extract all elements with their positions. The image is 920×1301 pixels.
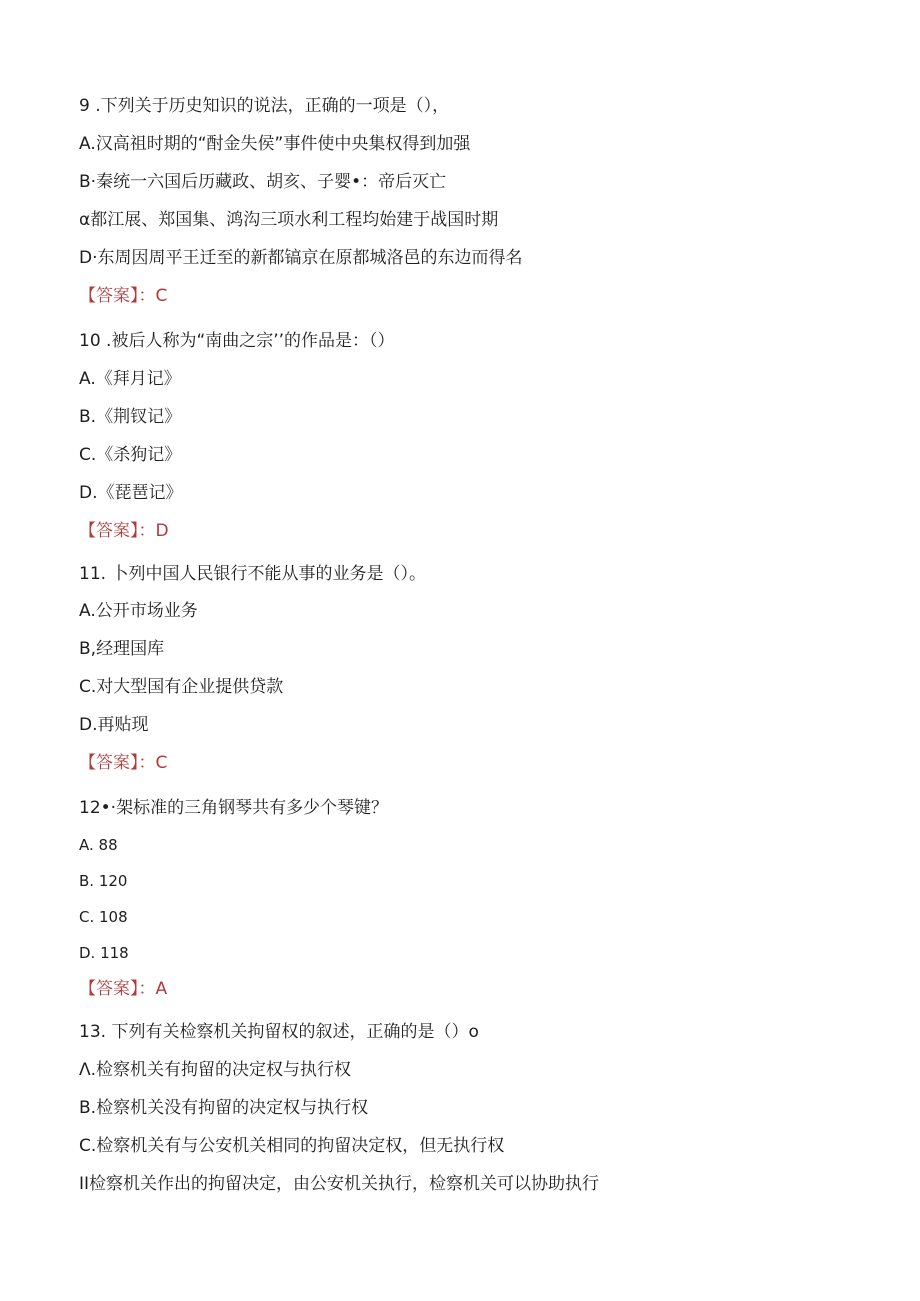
question-12-answer	[79, 978, 167, 1000]
answer-value: D	[155, 521, 169, 541]
answer-label: 【答案】：	[79, 753, 156, 773]
question-10-option-d: D.《琵琶记》	[79, 483, 183, 503]
answer-label: 【答案】：	[79, 286, 156, 306]
question-12-stem: 12•·架标准的三角钢琴共有多少个琴键？	[79, 798, 389, 818]
question-10-option-b: B.《荆钗记》	[79, 407, 182, 427]
answer-label: 【答案】：	[79, 979, 156, 999]
question-13-option-d: II检察机关作出的拘留决定，由公安机关执行，检察机关可以协助执行	[79, 1174, 600, 1194]
question-9-answer	[79, 285, 167, 307]
question-12-option-d: D. 118	[79, 944, 129, 962]
question-13-option-a: Λ.检察机关有拘留的决定权与执行权	[79, 1060, 352, 1080]
question-12-option-b: B. 120	[79, 872, 128, 890]
question-11-option-b: B,经理国库	[79, 639, 165, 659]
question-9-option-c: α都江展、郑国集、鸿沟三项水利工程均始建于战国时期	[79, 210, 499, 230]
question-11-option-a: A.公开市场业务	[79, 601, 198, 621]
answer-value: C	[155, 753, 168, 773]
question-12-option-c: C. 108	[79, 908, 128, 926]
answer-value: A	[155, 979, 168, 999]
question-10-stem: 10 .被后人称为“南曲之宗’’的作品是：（）	[79, 331, 395, 351]
question-9-option-a: A.汉高祖时期的“酎金失侯”事件使中央集权得到加强	[79, 134, 471, 154]
question-11-answer	[79, 752, 167, 774]
question-12-option-a: A. 88	[79, 836, 118, 854]
answer-label: 【答案】：	[79, 521, 156, 541]
question-13-option-b: B.检察机关没有拘留的决定权与执行权	[79, 1098, 369, 1118]
question-11-stem: 11. 卜列中国人民银行不能从事的业务是（）。	[79, 564, 426, 584]
answer-value: C	[155, 286, 168, 306]
question-9-stem: 9 .下列关于历史知识的说法，正确的一项是（），	[79, 96, 450, 116]
question-10-answer	[79, 520, 169, 542]
question-10-option-a: A.《拜月记》	[79, 369, 181, 389]
question-10-option-c: C.《杀狗记》	[79, 445, 182, 465]
question-11-option-d: D.再贴现	[79, 715, 149, 735]
question-9-option-b: B·秦统一六国后历藏政、胡亥、子婴•：帝后灭亡	[79, 172, 447, 192]
question-9-option-d: D·东周因周平王迁至的新都镐京在原都城洛邑的东边而得名	[79, 248, 523, 268]
question-13-stem: 13. 下列有关检察机关拘留权的叙述，正确的是（）o	[79, 1022, 479, 1042]
question-13-option-c: C.检察机关有与公安机关相同的拘留决定权，但无执行权	[79, 1136, 505, 1156]
question-11-option-c: C.对大型国有企业提供贷款	[79, 677, 284, 697]
